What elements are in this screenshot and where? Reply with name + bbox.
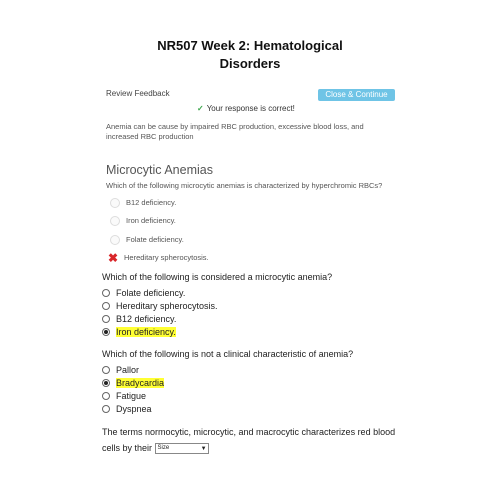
correct-message xyxy=(197,104,295,113)
question-4-line-1: The terms normocytic, microcytic, and macrocytic characterizes red blood xyxy=(102,427,396,437)
review-feedback-label: Review Feedback xyxy=(106,89,170,98)
document-title-line-1: NR507 Week 2: Hematological xyxy=(157,38,343,53)
radio-unselected-icon[interactable] xyxy=(110,198,120,208)
radio-icon[interactable] xyxy=(102,302,110,310)
radio-selected-icon[interactable] xyxy=(102,379,110,387)
q3-option-fatigue[interactable] xyxy=(102,390,146,402)
q2-option-folate[interactable] xyxy=(102,287,185,299)
q2-option-hereditary[interactable] xyxy=(102,300,218,312)
radio-icon[interactable] xyxy=(102,405,110,413)
radio-icon[interactable] xyxy=(102,289,110,297)
option-label: Hereditary spherocytosis. xyxy=(116,301,218,311)
size-select[interactable] xyxy=(155,443,209,454)
question-3-text: Which of the following is not a clinical characteristic of anemia? xyxy=(102,349,354,359)
q2-option-b12[interactable] xyxy=(102,313,176,325)
option-label: Folate deficiency. xyxy=(126,235,184,244)
radio-unselected-icon[interactable] xyxy=(110,216,120,226)
feedback-explanation: Anemia can be cause by impaired RBC production, excessive blood loss, and increased RBC production xyxy=(106,122,364,141)
question-4-line-2: cells by their xyxy=(102,443,153,453)
radio-icon[interactable] xyxy=(102,315,110,323)
dropdown-arrow-icon: ▼ xyxy=(200,446,207,453)
option-label: B12 deficiency. xyxy=(116,314,177,324)
select-value: Size xyxy=(157,445,170,452)
question-4-text xyxy=(102,424,402,456)
checkmark-icon: ✓ xyxy=(197,104,204,113)
option-label: Fatigue xyxy=(116,391,147,401)
question-2-text: Which of the following is considered a microcytic anemia? xyxy=(102,272,333,282)
option-label: Iron deficiency. xyxy=(116,327,176,337)
option-label: B12 deficiency. xyxy=(126,198,177,207)
option-label: Bradycardia xyxy=(116,378,165,388)
question-1-text: Which of the following microcytic anemias is characterized by hyperchromic RBCs? xyxy=(106,181,383,190)
option-label: Iron deficiency. xyxy=(126,216,176,225)
option-label: Dyspnea xyxy=(116,404,152,414)
option-label: Hereditary spherocytosis. xyxy=(124,253,209,262)
section-heading: Microcytic Anemias xyxy=(106,163,213,177)
radio-icon[interactable] xyxy=(102,366,110,374)
option-label: Folate deficiency. xyxy=(116,288,186,298)
document-title-line-2: Disorders xyxy=(219,56,281,71)
radio-unselected-icon[interactable] xyxy=(110,235,120,245)
close-continue-button[interactable]: Close & Continue xyxy=(318,89,395,101)
incorrect-x-icon: ✖ xyxy=(108,251,119,266)
q3-option-pallor[interactable] xyxy=(102,364,139,376)
q1-option-hereditary[interactable] xyxy=(110,252,209,264)
q2-option-iron[interactable] xyxy=(102,326,176,338)
q3-option-bradycardia[interactable] xyxy=(102,377,164,389)
radio-selected-icon[interactable] xyxy=(102,328,110,336)
q1-option-iron[interactable] xyxy=(110,215,176,227)
option-label: Pallor xyxy=(116,365,140,375)
correct-text: Your response is correct! xyxy=(206,104,295,113)
q1-option-b12[interactable] xyxy=(110,197,176,209)
radio-icon[interactable] xyxy=(102,392,110,400)
q3-option-dyspnea[interactable] xyxy=(102,403,152,415)
q1-option-folate[interactable] xyxy=(110,234,184,246)
